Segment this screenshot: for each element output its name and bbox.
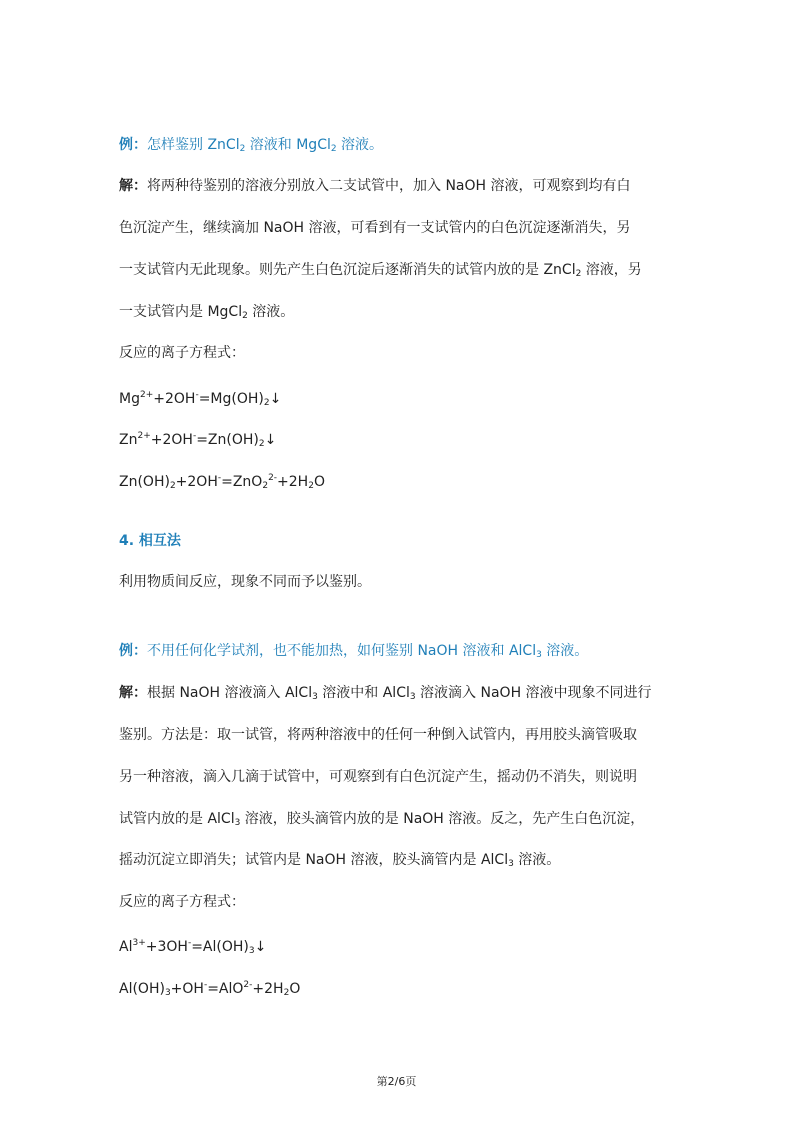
heading-line (119, 641, 588, 665)
text-run: 利用物质间反应，现象不同而予以鉴别。 (119, 574, 371, 590)
text-run: Al (119, 939, 133, 955)
text-run: 摇动沉淀立即消失；试管内是 NaOH 溶液，胶头滴管内是 AlCl (119, 852, 509, 868)
text-line (119, 572, 371, 592)
text-run: 例： (119, 643, 147, 659)
text-run: +2H (252, 981, 284, 997)
text-run: O (289, 981, 301, 997)
superscript: 2+ (139, 390, 154, 400)
subscript: 2 (262, 481, 269, 491)
text-run: +2OH (150, 432, 193, 448)
text-run: =Zn(OH) (196, 432, 259, 448)
text-run: =ZnO (221, 474, 263, 490)
subscript: 3 (312, 692, 318, 702)
text-run: 将两种待鉴别的溶液分别放入二支试管中，加入 NaOH 溶液，可观察到均有白 (147, 178, 631, 194)
subscript: 3 (248, 946, 255, 956)
text-run: 反应的离子方程式： (119, 894, 245, 910)
text-run: 色沉淀产生，继续滴加 NaOH 溶液，可看到有一支试管内的白色沉淀逐渐消失，另 (119, 220, 631, 236)
subscript: 2 (258, 439, 265, 449)
text-run: 溶液，胶头滴管内放的是 NaOH 溶液。反之，先产生白色沉淀， (240, 811, 645, 827)
text-line (119, 892, 245, 912)
text-line (119, 725, 637, 745)
subscript: 2 (169, 481, 176, 491)
text-line (119, 809, 644, 833)
subscript: 3 (536, 650, 542, 660)
subscript: 2 (263, 398, 270, 408)
text-run: 不用任何化学试剂，也不能加热，如何鉴别 NaOH 溶液和 AlCl (147, 643, 537, 659)
text-run: 溶液。 (247, 304, 295, 320)
superscript: - (192, 431, 197, 441)
text-run: 解： (119, 178, 147, 194)
text-line (119, 302, 294, 326)
heading-line (119, 135, 383, 159)
subscript: 3 (409, 692, 416, 702)
text-run: +OH (170, 981, 204, 997)
text-line (119, 260, 642, 284)
text-run: 4. 相互法 (119, 533, 181, 549)
text-run: 溶液滴入 NaOH 溶液中现象不同进行 (415, 685, 652, 701)
superscript: 2- (268, 473, 278, 483)
subscript: 3 (164, 988, 171, 998)
subscript: 2 (283, 988, 290, 998)
subscript: 3 (234, 818, 241, 828)
text-run: Al(OH) (119, 981, 165, 997)
superscript: - (195, 390, 199, 400)
text-run: ↓ (269, 391, 282, 407)
text-run: 溶液和 MgCl (245, 137, 331, 153)
text-run: 根据 NaOH 溶液滴入 AlCl (147, 685, 313, 701)
superscript: - (203, 980, 208, 990)
superscript: 2- (243, 980, 253, 990)
text-run: ↓ (254, 939, 267, 955)
text-run: 反应的离子方程式： (119, 345, 245, 361)
text-run: 溶液中和 AlCl (317, 685, 410, 701)
text-run: ↓ (264, 432, 277, 448)
text-run: +2OH (153, 391, 196, 407)
superscript: - (217, 473, 222, 483)
text-run: 溶液。 (336, 137, 384, 153)
superscript: 3+ (132, 938, 146, 948)
text-line (119, 933, 266, 961)
text-run: Zn(OH) (119, 474, 170, 490)
subscript: 2 (575, 269, 582, 279)
subscript: 3 (508, 859, 514, 869)
superscript: 2+ (137, 431, 151, 441)
text-line (119, 176, 631, 196)
text-line (119, 975, 300, 1003)
text-line (119, 218, 631, 238)
text-line (119, 343, 245, 363)
text-run: 一支试管内无此现象。则先产生白色沉淀后逐渐消失的试管内放的是 ZnCl (119, 262, 576, 278)
text-run: =Al(OH) (191, 939, 249, 955)
text-run: 另一种溶液，滴入几滴于试管中，可观察到有白色沉淀产生，摇动仍不消失，则说明 (119, 769, 637, 785)
text-run: Zn (119, 432, 138, 448)
heading-line (119, 531, 181, 551)
text-run: 解： (119, 685, 147, 701)
text-line (119, 850, 560, 874)
subscript: 2 (239, 144, 246, 154)
text-line (119, 468, 325, 496)
text-run: 试管内放的是 AlCl (119, 811, 235, 827)
text-run: 例： (119, 137, 147, 153)
subscript: 2 (242, 311, 248, 321)
text-run: =AlO (207, 981, 244, 997)
text-line (119, 767, 637, 787)
text-run: =Mg(OH) (198, 391, 264, 407)
text-run: 溶液。 (541, 643, 589, 659)
superscript: - (187, 938, 192, 948)
text-line (119, 426, 276, 454)
text-run: 一支试管内是 MgCl (119, 304, 243, 320)
text-run: O (313, 474, 325, 490)
text-line (119, 683, 652, 707)
text-run: 溶液，另 (581, 262, 642, 278)
text-run: +2H (277, 474, 309, 490)
text-run: Mg (119, 391, 140, 407)
text-run: +3OH (145, 939, 188, 955)
text-line (119, 385, 281, 413)
text-run: 溶液。 (513, 852, 561, 868)
subscript: 2 (330, 144, 337, 154)
text-run: 鉴别。方法是：取一试管，将两种溶液中的任何一种倒入试管内，再用胶头滴管吸取 (119, 727, 637, 743)
text-run: +2OH (175, 474, 218, 490)
text-run: 怎样鉴别 ZnCl (147, 137, 240, 153)
page-number: 第2/6页 (376, 1075, 417, 1088)
subscript: 2 (308, 481, 314, 491)
